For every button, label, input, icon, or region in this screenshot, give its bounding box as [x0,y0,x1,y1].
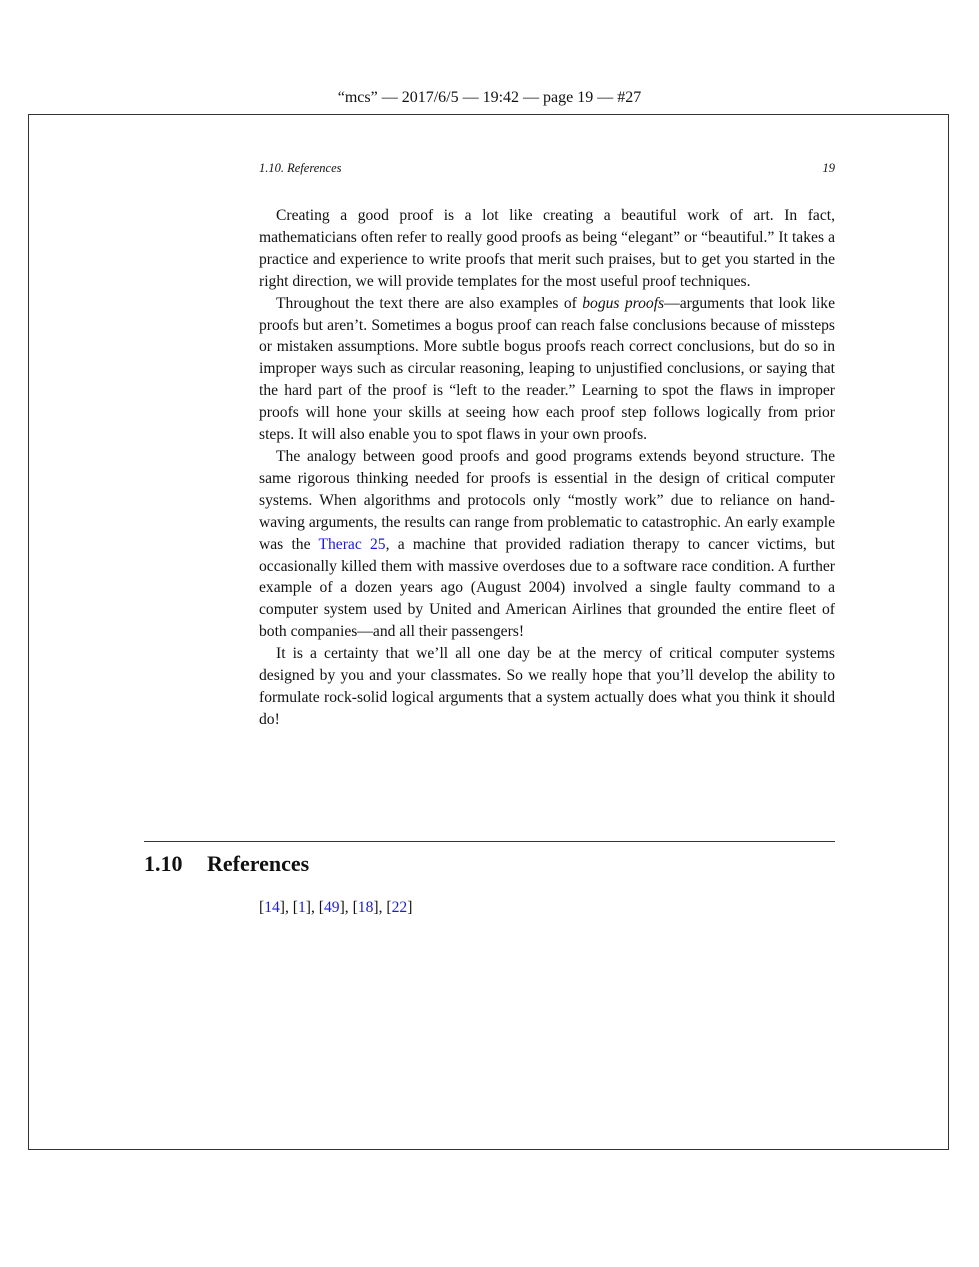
reference-link-49[interactable]: 49 [324,899,340,916]
page-stamp: “mcs” — 2017/6/5 — 19:42 — page 19 — #27 [337,89,642,106]
reference-open-bracket: [ [352,899,358,916]
body-text [259,205,835,731]
paragraph-2-text-start: Throughout the text there are also examples of [276,294,583,312]
reference-list [259,897,412,918]
reference-separator: , [344,899,353,916]
reference-close-bracket: ] [373,899,379,916]
section-number: 1.10 [144,851,183,876]
section-title: References [207,851,310,876]
paragraph-4 [259,643,835,731]
reference-open-bracket: [ [386,899,392,916]
paragraph-3-text-start: The analogy between good proofs and good programs extends beyond structure. The same rigorous thinking needed for proofs is essential in the design of critical computer systems. When algorithms and protocols only “mostly work” due to reliance on hand-waving arguments, the results can range from problematic to catastrophic. An early example was the [259,447,835,553]
reference-link-1[interactable]: 1 [298,899,306,916]
section-divider [144,841,835,842]
reference-close-bracket: ] [279,899,285,916]
running-head-title: 1.10. References [259,161,342,175]
paragraph-4-text: It is a certainty that we’ll all one day be at the mercy of critical computer systems designed by you and your classmates. So we really hope that you’ll develop the ability to formulate rock-solid logical arguments that a system actually does what you think it should do! [259,645,835,728]
reference-close-bracket: ] [305,899,311,916]
reference-close-bracket: ] [339,899,345,916]
reference-open-bracket: [ [292,899,298,916]
paragraph-2-text-end: —arguments that look like proofs but aren’t. Sometimes a bogus proof can reach false conclusions because of missteps or mistaken assumptions. More subtle bogus proofs reach correct conclusions, but do so in improper ways such as circular reasoning, leaping to unjustified conclusions, or saying that the hard part of the proof is “left to the reader.” Learning to spot the flaws in improper proofs will hone your skills at seeing how each proof step follows logically from prior steps. It will also enable you to spot flaws in your own proofs. [259,294,836,444]
bogus-proofs-emphasis: bogus proofs [582,294,665,312]
therac-25-link[interactable]: Therac 25 [318,535,386,553]
section-heading [144,850,309,878]
reference-close-bracket: ] [407,899,413,916]
reference-link-22[interactable]: 22 [391,899,408,916]
reference-open-bracket: [ [259,899,265,916]
reference-link-18[interactable]: 18 [357,899,374,916]
paragraph-2 [259,293,835,446]
reference-separator: , [311,899,319,916]
paragraph-1 [259,205,835,293]
paragraph-1-text: Creating a good proof is a lot like creating a beautiful work of art. In fact, mathematicians often refer to really good proofs as being “elegant” or “beautiful.” It takes a practice and experience to write proofs that merit such praises, but to get you started in the right direction, we will provide templates for the most useful proof techniques. [259,207,835,290]
paragraph-3-text-end: , a machine that provided radiation therapy to cancer victims, but occasionally killed them with massive overdoses due to a software race condition. A further example of a dozen years ago (August 2004) involved a single faulty command to a computer system used by United and American Airlines that grounded the entire fleet of both companies—and all their passengers! [259,535,835,641]
reference-link-14[interactable]: 14 [264,899,280,916]
reference-open-bracket: [ [318,899,324,916]
reference-separator: , [285,899,293,916]
paragraph-3 [259,446,835,643]
running-head-page-number: 19 [822,161,835,175]
reference-separator: , [378,899,387,916]
